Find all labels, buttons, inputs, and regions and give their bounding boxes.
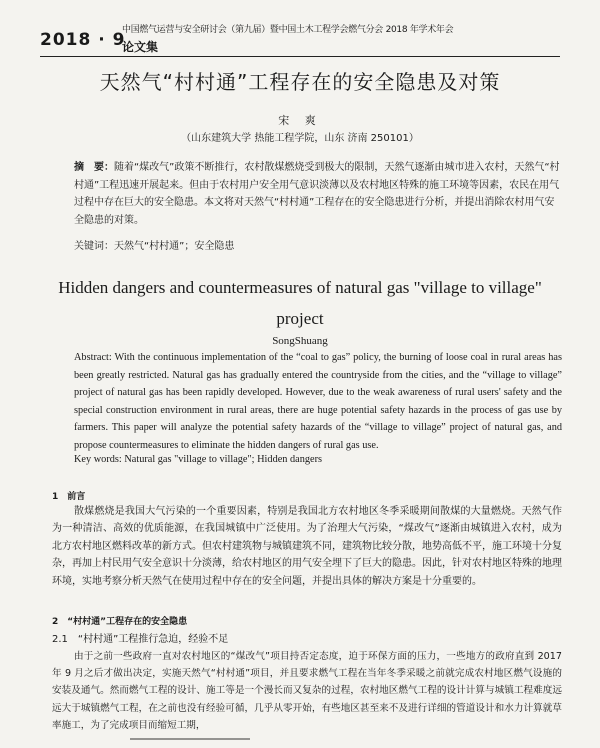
paper-title-en: Hidden dangers and countermeasures of natural gas "village to village" project [58,278,542,328]
abstract-cn [74,159,562,229]
section-2-1-paragraph: 由于之前一些政府一直对农村地区的“煤改气”项目持否定态度，迫于环保方面的压力，一些地方的政府直到 2017 年 9 月之后才做出决定，实施天然气“村村通”项目，并且要求燃气工程在当年冬季采暖之前就完成农村地区燃气设施的安装及通气。然而燃气工程的设计、施工等是一个漫长而又复杂的过程，农村地区燃气工程的设计计算与城镇工程难度远远大于城镇燃气工程，在之前也没有经验可循，几乎从零开始，有些地区甚至来不及进行详细的管道设计和水力计算就草率施工，为了完成项目而缩短工期， [52,651,562,731]
affiliation-cn: （山东建筑大学 热能工程学院，山东 济南 250101） [181,133,419,144]
section-2-heading: 2 “村村通”工程存在的安全隐患 [52,617,188,627]
author-cn: 宋 爽 [278,114,322,127]
abstract-en: Abstract: With the continuous implementation of the “coal to gas” policy, the burning of loose coal in rural areas has been greatly restricted. Natural gas has gradually entered the countryside from the cities, and the “village to village” project of natural gas has been rapidly developed. However, due to the weak awareness of rural users' safety and the special construction environment in rural areas, there are huge potential safety hazards in the process of gas use by farmers. This paper will analyze the potential safety hazards of the “village to village” project of natural gas, and propose countermeasures to eliminate the hidden dangers of rural gas use. [74,352,562,451]
section-1-heading: 1 前言 [52,492,86,502]
header-collection: 论文集 [122,40,159,54]
author-en: SongShuang [272,335,328,347]
keywords-cn: 关键词：天然气“村村通”；安全隐患 [74,241,235,252]
abstract-cn-label: 摘 要： [74,162,114,173]
header-year-issue: 2018 · 9 [40,30,126,50]
paper-title-cn: 天然气“村村通”工程存在的安全隐患及对策 [99,70,501,94]
header-rule [40,56,560,57]
header-conference: 中国燃气运营与安全研讨会（第九届）暨中国土木工程学会燃气分会 2018 年学术年会 [122,25,454,35]
section-1-paragraph: 散煤燃烧是我国大气污染的一个重要因素，特别是我国北方农村地区冬季采暖期间散煤的大量燃烧。天然气作为一种清洁、高效的优质能源，在我国城镇中广泛使用。为了治理大气污染，“煤改气”逐渐由城镇进入农村，成为北方农村地区燃料改革的新方式。但农村建筑物与城镇建筑不同，建筑物比较分散，地势高低不平，施工环境十分复杂，再加上村民用气安全意识十分淡薄，给农村地区的用气安全埋下了巨大的隐患。因此，针对农村地区特殊的地理环境，实地考察分析天然气在使用过程中存在的安全问题，并提出具体的解决方案是十分重要的。 [52,506,562,587]
keywords-en: Key words: Natural gas "village to village"; Hidden dangers [74,454,323,465]
abstract-cn-text: 随着“煤改气”政策不断推行，农村散煤燃烧受到极大的限制，天然气逐渐由城市进入农村，天然气“村村通”工程迅速开展起来。但由于农村用户安全用气意识淡薄以及农村地区特殊的施工环境等因素，农民在用气过程中存在巨大的安全隐患。本文将对天然气“村村通”工程存在的安全隐患进行分析，并提出消除农村用气安全隐患的对策。 [74,162,560,226]
section-2-1-heading: 2.1 “村村通”工程推行急迫，经验不足 [52,634,229,645]
cut-off-text-line [130,738,250,746]
